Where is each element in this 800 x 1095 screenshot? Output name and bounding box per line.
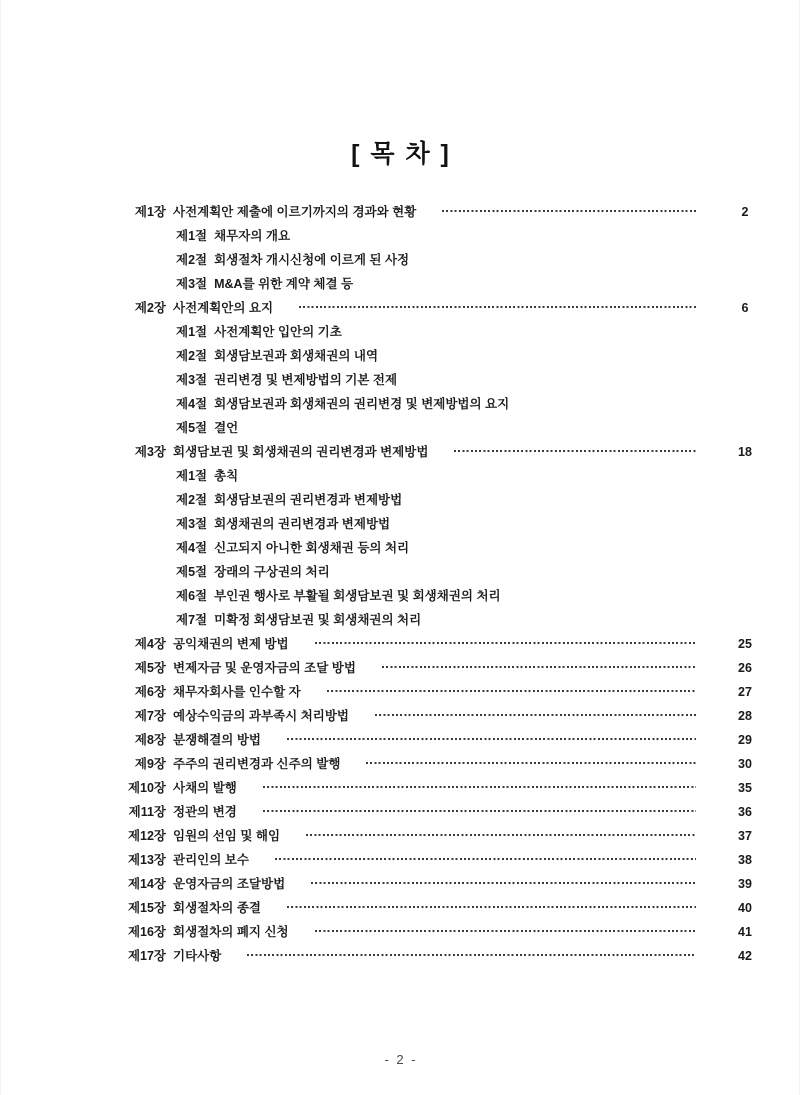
toc-section-row[interactable]: [1, 536, 800, 560]
toc-entry-label: 제9장: [134, 757, 166, 771]
toc-section-row[interactable]: [1, 320, 800, 344]
toc-entry-title: 결언: [214, 421, 239, 435]
toc-entry-label: 제4절: [176, 541, 208, 555]
toc-entry-label: 제3절: [176, 277, 208, 291]
toc-entry-title: 공익채권의 변제 방법: [173, 637, 289, 651]
toc-entry-label: 제8장: [134, 733, 166, 747]
toc-section-row[interactable]: [1, 272, 800, 296]
dot-leader: [327, 682, 696, 696]
toc-entry-page-number: 27: [738, 685, 752, 699]
toc-entry-title: 회생절차의 폐지 신청: [173, 925, 289, 939]
toc-entry-label: 제13장: [127, 853, 166, 867]
dot-leader: [311, 874, 696, 888]
toc-entry-title: 주주의 권리변경과 신주의 발행: [173, 757, 341, 771]
toc-entry-label: 제7장: [134, 709, 166, 723]
dot-leader: [366, 754, 696, 768]
toc-section-row[interactable]: [1, 608, 800, 632]
toc-section-row[interactable]: [1, 512, 800, 536]
toc-section-row[interactable]: [1, 392, 800, 416]
toc-entry-title: 부인권 행사로 부활될 회생담보권 및 회생채권의 처리: [214, 589, 501, 603]
toc-entry-title: 분쟁해결의 방법: [173, 733, 261, 747]
toc-entry-label: 제6절: [176, 589, 208, 603]
toc-entry-label: 제5절: [176, 565, 208, 579]
toc-entry-label: 제11장: [128, 805, 166, 819]
toc-entry-label: 제15장: [127, 901, 166, 915]
toc-entry-title: 총칙: [214, 469, 239, 483]
toc-entry-label: 제12장: [127, 829, 166, 843]
toc-entry-title: 기타사항: [173, 949, 222, 963]
toc-entry-page-number: 26: [738, 661, 752, 675]
toc-entry-title: 회생담보권과 회생채권의 권리변경 및 변제방법의 요지: [214, 397, 510, 411]
toc-section-row[interactable]: [1, 368, 800, 392]
table-of-contents: [1, 200, 800, 968]
toc-entry-label: 제10장: [127, 781, 166, 795]
toc-chapter-row[interactable]: [1, 896, 800, 920]
toc-entry-title: 임원의 선임 및 해임: [173, 829, 281, 843]
toc-entry-label: 제1절: [176, 469, 208, 483]
toc-entry-title: 회생채권의 권리변경과 변제방법: [214, 517, 391, 531]
toc-entry-page-number: 6: [741, 301, 749, 315]
toc-entry-page-number: 28: [738, 709, 752, 723]
page-footer: - 2 -: [384, 1052, 418, 1067]
dot-leader: [442, 202, 696, 216]
toc-entry-label: 제3장: [134, 445, 166, 459]
toc-chapter-row[interactable]: [1, 200, 800, 224]
dot-leader: [382, 658, 696, 672]
toc-entry-title: 변제자금 및 운영자금의 조달 방법: [173, 661, 356, 675]
toc-entry-title: 관리인의 보수: [173, 853, 249, 867]
toc-entry-title: 사전계획안 입안의 기초: [214, 325, 342, 339]
toc-entry-title: 회생담보권의 권리변경과 변제방법: [214, 493, 403, 507]
toc-entry-page-number: 39: [738, 877, 752, 891]
toc-entry-title: 회생절차의 종결: [173, 901, 261, 915]
toc-entry-label: 제2절: [176, 253, 208, 267]
toc-entry-label: 제1절: [176, 229, 208, 243]
toc-entry-title: 운영자금의 조달방법: [173, 877, 286, 891]
toc-chapter-row[interactable]: [1, 296, 800, 320]
toc-entry-title: 사채의 발행: [173, 781, 237, 795]
dot-leader: [299, 298, 696, 312]
toc-section-row[interactable]: [1, 584, 800, 608]
toc-entry-page-number: 36: [738, 805, 752, 819]
toc-entry-page-number: 29: [738, 733, 752, 747]
toc-chapter-row[interactable]: [1, 920, 800, 944]
toc-chapter-row[interactable]: [1, 752, 800, 776]
toc-section-row[interactable]: [1, 488, 800, 512]
toc-entry-page-number: 18: [738, 445, 752, 459]
toc-entry-page-number: 40: [738, 901, 752, 915]
toc-chapter-row[interactable]: [1, 632, 800, 656]
toc-entry-title: 사전계획안 제출에 이르기까지의 경과와 현황: [173, 205, 417, 219]
toc-chapter-row[interactable]: [1, 944, 800, 968]
toc-chapter-row[interactable]: [1, 776, 800, 800]
toc-chapter-row[interactable]: [1, 680, 800, 704]
toc-entry-label: 제1절: [176, 325, 208, 339]
toc-entry-label: 제3절: [176, 373, 208, 387]
toc-entry-title: 회생담보권과 회생채권의 내역: [214, 349, 379, 363]
toc-entry-title: 회생담보권 및 회생채권의 권리변경과 변제방법: [173, 445, 429, 459]
toc-section-row[interactable]: [1, 416, 800, 440]
toc-entry-label: 제7절: [176, 613, 208, 627]
toc-entry-page-number: 38: [738, 853, 752, 867]
toc-entry-title: 채무자의 개요: [214, 229, 291, 243]
toc-entry-page-number: 37: [738, 829, 752, 843]
toc-entry-title: 예상수익금의 과부족시 처리방법: [173, 709, 349, 723]
toc-entry-label: 제5장: [134, 661, 166, 675]
toc-entry-page-number: 30: [738, 757, 752, 771]
toc-entry-page-number: 41: [738, 925, 752, 939]
toc-chapter-row[interactable]: [1, 440, 800, 464]
toc-entry-label: 제1장: [134, 205, 166, 219]
toc-entry-page-number: 42: [738, 949, 752, 963]
toc-entry-title: 정관의 변경: [173, 805, 237, 819]
dot-leader: [315, 634, 696, 648]
toc-entry-label: 제14장: [127, 877, 166, 891]
toc-entry-label: 제16장: [127, 925, 166, 939]
toc-entry-label: 제4장: [134, 637, 166, 651]
toc-entry-title: 채무자회사를 인수할 자: [173, 685, 301, 699]
toc-entry-title: 신고되지 아니한 회생채권 등의 처리: [214, 541, 410, 555]
toc-entry-title: M&A를 위한 계약 체결 등: [214, 277, 354, 291]
page-title: [ 목 차 ]: [351, 140, 451, 168]
toc-entry-page-number: 25: [738, 637, 752, 651]
dot-leader: [375, 706, 696, 720]
toc-chapter-row[interactable]: [1, 800, 800, 824]
toc-section-row[interactable]: [1, 224, 800, 248]
toc-section-row[interactable]: [1, 344, 800, 368]
dot-leader: [287, 730, 696, 744]
toc-entry-title: 권리변경 및 변제방법의 기본 전제: [214, 373, 398, 387]
toc-section-row[interactable]: [1, 248, 800, 272]
dot-leader: [247, 946, 696, 960]
dot-leader: [315, 922, 696, 936]
toc-section-row[interactable]: [1, 464, 800, 488]
toc-chapter-row[interactable]: [1, 728, 800, 752]
toc-entry-label: 제3절: [176, 517, 208, 531]
toc-entry-page-number: 2: [741, 205, 749, 219]
toc-entry-title: 회생절차 개시신청에 이르게 된 사정: [214, 253, 410, 267]
toc-chapter-row[interactable]: [1, 848, 800, 872]
toc-entry-label: 제5절: [176, 421, 208, 435]
dot-leader: [454, 442, 696, 456]
dot-leader: [275, 850, 696, 864]
toc-chapter-row[interactable]: [1, 656, 800, 680]
toc-section-row[interactable]: [1, 560, 800, 584]
toc-chapter-row[interactable]: [1, 704, 800, 728]
toc-entry-label: 제2절: [176, 349, 208, 363]
toc-entry-label: 제2장: [134, 301, 166, 315]
dot-leader: [287, 898, 696, 912]
toc-entry-label: 제17장: [127, 949, 166, 963]
toc-entry-page-number: 35: [738, 781, 752, 795]
toc-entry-label: 제6장: [134, 685, 166, 699]
dot-leader: [263, 778, 696, 792]
toc-entry-label: 제4절: [176, 397, 208, 411]
toc-chapter-row[interactable]: [1, 872, 800, 896]
dot-leader: [263, 802, 696, 816]
toc-entry-title: 사전계획안의 요지: [173, 301, 274, 315]
toc-entry-title: 미확정 회생담보권 및 회생채권의 처리: [214, 613, 422, 627]
dot-leader: [306, 826, 696, 840]
toc-entry-label: 제2절: [176, 493, 208, 507]
toc-chapter-row[interactable]: [1, 824, 800, 848]
toc-entry-title: 장래의 구상권의 처리: [214, 565, 330, 579]
